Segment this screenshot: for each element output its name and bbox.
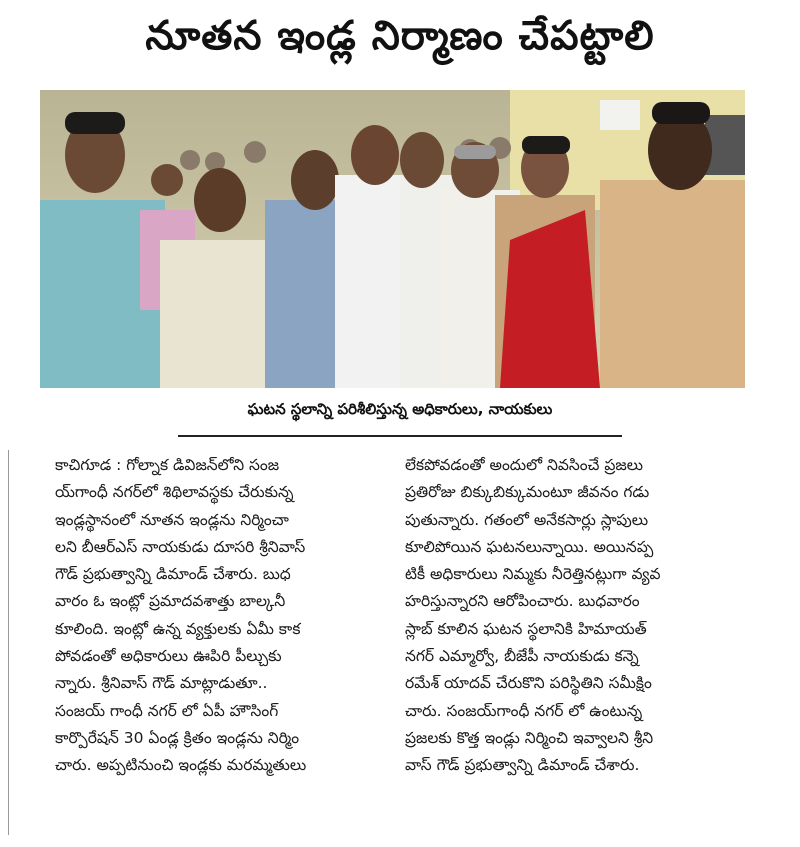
article-line: ప్రతిరోజు బిక్కుబిక్కుమంటూ జీవనం గడు bbox=[405, 483, 650, 502]
article-line: నగర్ ఎమ్మార్వో, బీజేపీ నాయకుడు కన్నె bbox=[405, 647, 639, 666]
article-line: కాచిగూడ : గోల్నాక డివిజన్‌లోని సంజ bbox=[55, 456, 280, 474]
article-line: టికీ అధికారులు నిమ్మకు నీరెత్తినట్లుగా వ్యవ bbox=[405, 565, 661, 584]
article-line: లని బీఆర్ఎస్ నాయకుడు దూసరి శ్రీనివాస్ bbox=[55, 537, 306, 556]
article-line: కూలింది. ఇంట్లో ఉన్న వ్యక్తులకు ఏమీ కాక bbox=[55, 619, 301, 638]
article-line: లేకపోవడంతో అందులో నివసించే ప్రజలు bbox=[405, 456, 644, 474]
news-photo bbox=[40, 90, 745, 388]
column-divider-left bbox=[8, 450, 9, 835]
article-line: చారు. అప్పటినుంచి ఇండ్లకు మరమ్మతులు bbox=[55, 756, 307, 775]
photo-caption: ఘటన స్థలాన్ని పరిశీలిస్తున్న అధికారులు, నాయకులు bbox=[247, 400, 553, 418]
article-line: పుతున్నారు. గతంలో అనేకసార్లు స్లాపులు bbox=[405, 510, 649, 529]
article-line: ప్రజలకు కొత్త ఇండ్లు నిర్మించి ఇవ్వాలని శ్రీని bbox=[405, 728, 654, 747]
article-line: న్నారు. శ్రీనివాస్ గౌడ్ మాట్లాడుతూ.. bbox=[55, 674, 268, 693]
article-line: కూలిపోయిన ఘటనలున్నాయి. అయినప్ప bbox=[405, 537, 654, 556]
article-line: య్‌గాంధీ నగర్‌లో శిథిలావస్థకు చేరుకున్న bbox=[55, 483, 294, 502]
article-line: రమేశ్ యాదవ్ చేరుకొని పరిస్థితిని సమీక్షిం bbox=[405, 674, 652, 693]
article-line: వాస్ గౌడ్ ప్రభుత్వాన్ని డిమాండ్ చేశారు. bbox=[405, 756, 640, 775]
article-line: స్లాబ్ కూలిన ఘటన స్థలానికి హిమాయత్ bbox=[405, 619, 647, 638]
article-line: వారం ఓ ఇంట్లో ప్రమాదవశాత్తు బాల్కనీ bbox=[55, 592, 286, 611]
article-line: పోవడంతో అధికారులు ఊపిరి పీల్చుకు bbox=[55, 647, 282, 666]
article-line: సంజయ్ గాంధీ నగర్ లో ఏపీ హౌసింగ్ bbox=[55, 701, 279, 720]
article-line: కార్పొరేషన్ 30 ఏండ్ల క్రితం ఇండ్లను నిర్మిం bbox=[55, 728, 300, 747]
article-line: ఇండ్లస్థానంలో నూతన ఇండ్లను నిర్మించా bbox=[55, 510, 289, 529]
article-line: హరిస్తున్నారని ఆరోపించారు. బుధవారం bbox=[405, 592, 640, 611]
article-line: చారు. సంజయ్‌గాంధీ నగర్ లో ఉంటున్న bbox=[405, 701, 643, 720]
headline: నూతన ఇండ్ల నిర్మాణం చేపట్టాలి bbox=[145, 13, 655, 59]
article-column-left bbox=[55, 452, 400, 780]
article-column-right bbox=[405, 452, 750, 780]
caption-underline bbox=[178, 435, 622, 437]
article-line: గౌడ్ ప్రభుత్వాన్ని డిమాండ్ చేశారు. బుధ bbox=[55, 565, 291, 584]
photo-group-of-people-image bbox=[40, 90, 745, 388]
